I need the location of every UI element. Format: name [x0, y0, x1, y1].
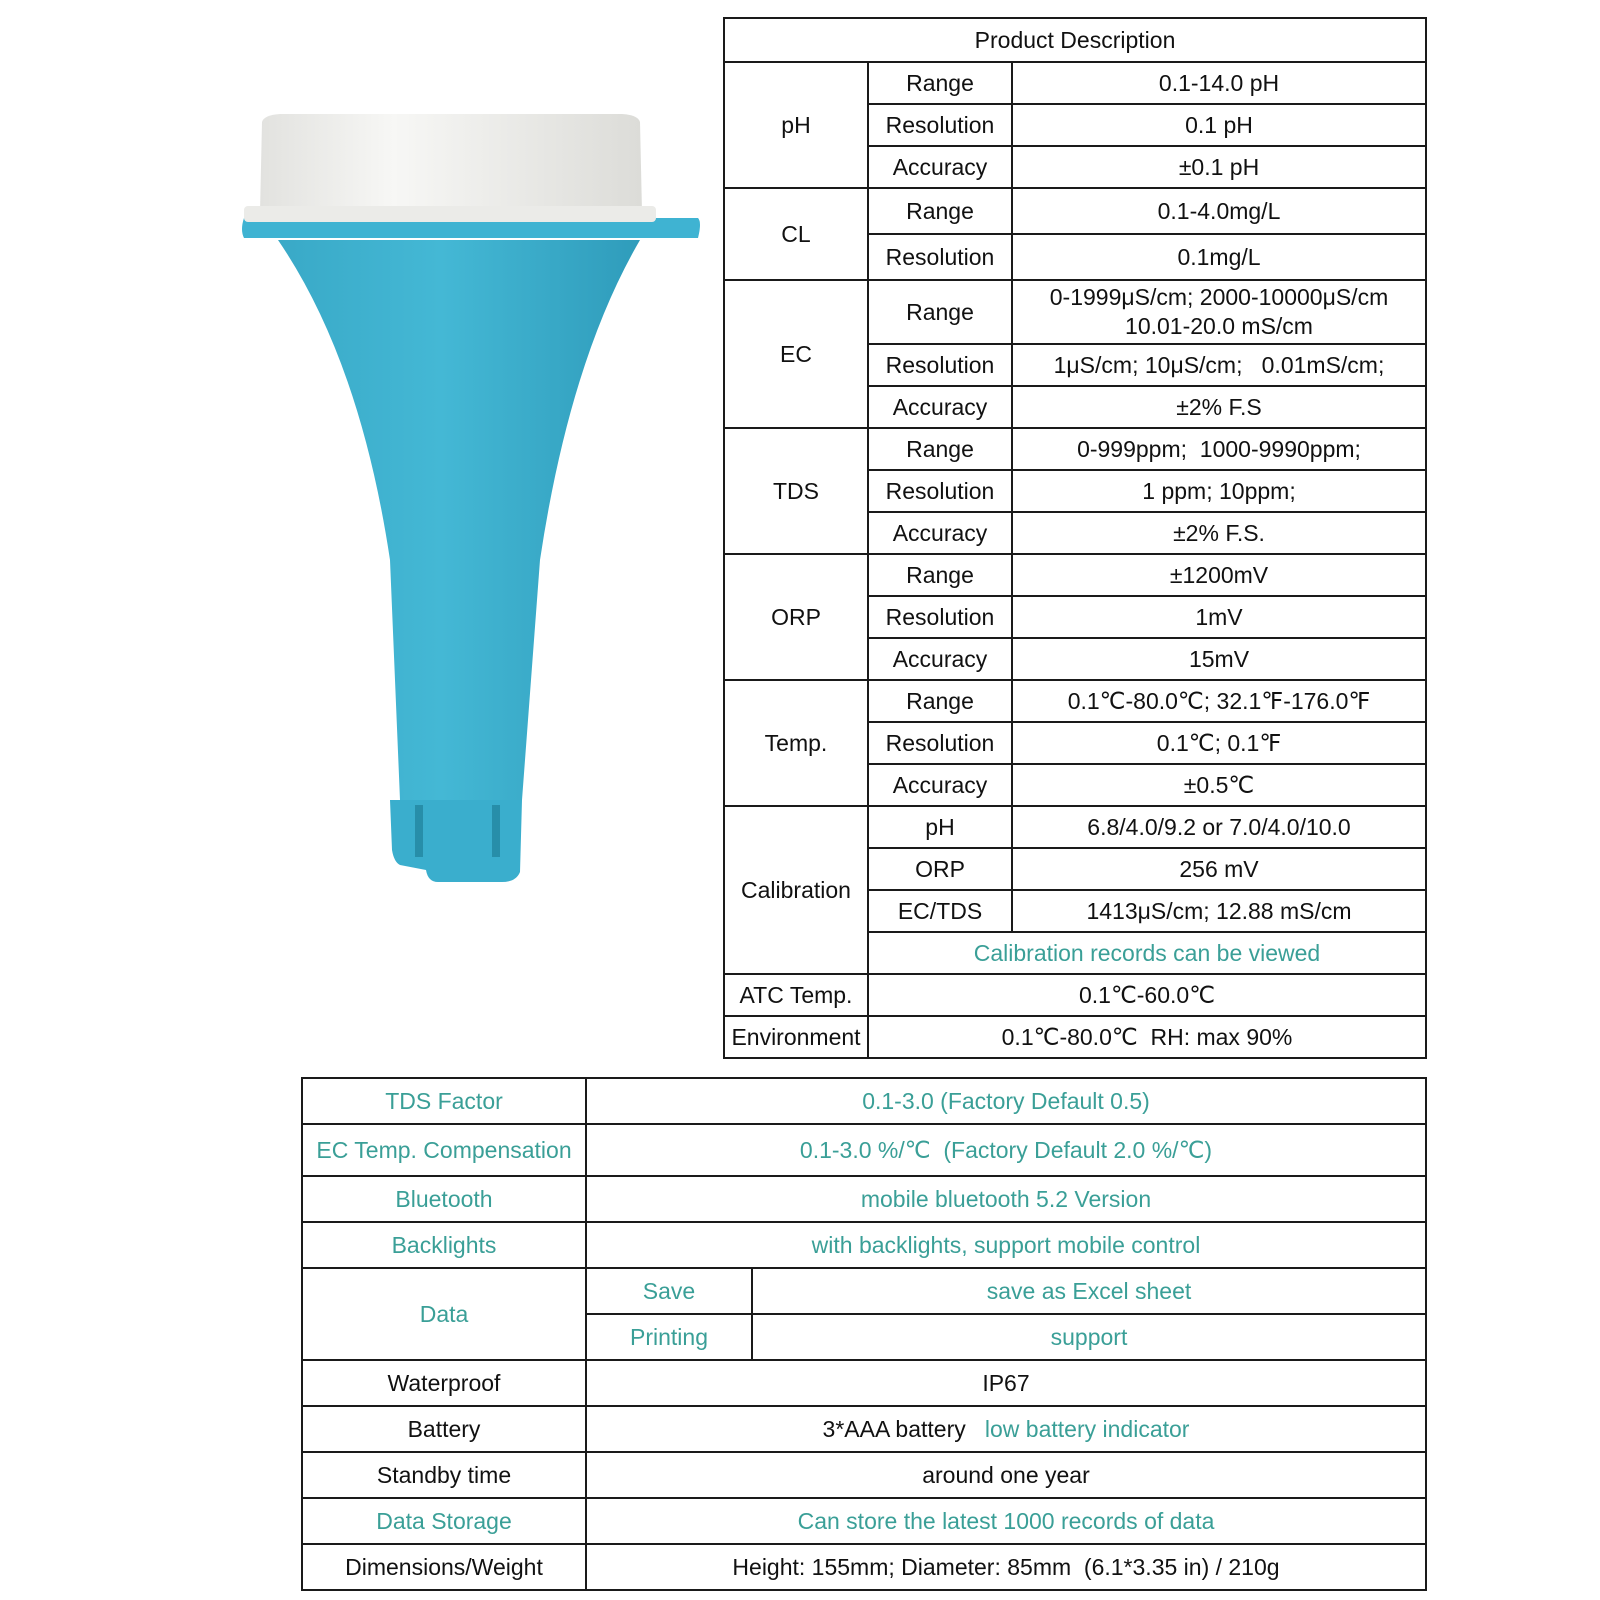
group-tds: TDS [724, 428, 868, 554]
group-ph: pH [724, 62, 868, 188]
dimensions-label: Dimensions/Weight [302, 1544, 586, 1590]
row-label: Resolution [868, 722, 1012, 764]
cap [260, 114, 642, 212]
row-label: Resolution [868, 234, 1012, 280]
row-value [1012, 280, 1426, 344]
group-cl: CL [724, 188, 868, 280]
probe-slot [415, 805, 423, 857]
probe-tip [390, 800, 522, 882]
data-label: Data [302, 1268, 586, 1360]
standby-value: around one year [586, 1452, 1426, 1498]
row-value: ±2% F.S [1012, 386, 1426, 428]
row-value: 1μS/cm; 10μS/cm; 0.01mS/cm; [1012, 344, 1426, 386]
water-tester-illustration [240, 110, 720, 910]
ec-temp-label: EC Temp. Compensation [302, 1124, 586, 1176]
row-value: 0.1mg/L [1012, 234, 1426, 280]
calibration-note: Calibration records can be viewed [868, 932, 1426, 974]
group-temp: Temp. [724, 680, 868, 806]
row-value: 0.1℃-80.0℃; 32.1℉-176.0℉ [1012, 680, 1426, 722]
standby-label: Standby time [302, 1452, 586, 1498]
bluetooth-value: mobile bluetooth 5.2 Version [586, 1176, 1426, 1222]
storage-label: Data Storage [302, 1498, 586, 1544]
printing-value: support [752, 1314, 1426, 1360]
bluetooth-label: Bluetooth [302, 1176, 586, 1222]
row-label: Range [868, 428, 1012, 470]
row-label: Resolution [868, 596, 1012, 638]
group-orp: ORP [724, 554, 868, 680]
group-environment: Environment [724, 1016, 868, 1058]
battery-value: 3*AAA battery [822, 1415, 966, 1442]
row-label: Accuracy [868, 146, 1012, 188]
battery-note: low battery indicator [984, 1415, 1190, 1442]
row-label: Range [868, 188, 1012, 234]
row-value: 1 ppm; 10ppm; [1012, 470, 1426, 512]
value-line: 10.01-20.0 mS/cm [1125, 313, 1313, 339]
backlights-label: Backlights [302, 1222, 586, 1268]
row-label: Accuracy [868, 512, 1012, 554]
cap-rim [244, 206, 656, 222]
row-label: Range [868, 62, 1012, 104]
save-value: save as Excel sheet [752, 1268, 1426, 1314]
row-value: 0.1℃; 0.1℉ [1012, 722, 1426, 764]
group-atc-temp: ATC Temp. [724, 974, 868, 1016]
row-label: Range [868, 554, 1012, 596]
dimensions-value: Height: 155mm; Diameter: 85mm (6.1*3.35 in) / 210g [586, 1544, 1426, 1590]
storage-value: Can store the latest 1000 records of data [586, 1498, 1426, 1544]
row-value: 0-999ppm; 1000-9990ppm; [1012, 428, 1426, 470]
group-calibration: Calibration [724, 806, 868, 974]
value-line: 0-1999μS/cm; 2000-10000μS/cm [1049, 284, 1389, 310]
tds-factor-label: TDS Factor [302, 1078, 586, 1124]
row-value: ±0.1 pH [1012, 146, 1426, 188]
waterproof-value: IP67 [586, 1360, 1426, 1406]
row-value: ±1200mV [1012, 554, 1426, 596]
row-value: 0.1-4.0mg/L [1012, 188, 1426, 234]
group-ec: EC [724, 280, 868, 428]
row-label: EC/TDS [868, 890, 1012, 932]
tds-factor-value: 0.1-3.0 (Factory Default 0.5) [586, 1078, 1426, 1124]
row-label: Accuracy [868, 386, 1012, 428]
row-value: ±2% F.S. [1012, 512, 1426, 554]
row-value: 6.8/4.0/9.2 or 7.0/4.0/10.0 [1012, 806, 1426, 848]
spec-table [723, 17, 1427, 1059]
features-table [301, 1077, 1427, 1591]
battery-cell [586, 1406, 1426, 1452]
row-label: ORP [868, 848, 1012, 890]
row-value: 0.1℃-60.0℃ [868, 974, 1426, 1016]
row-label: pH [868, 806, 1012, 848]
row-value: 0.1℃-80.0℃ RH: max 90% [868, 1016, 1426, 1058]
row-value: 15mV [1012, 638, 1426, 680]
battery-label: Battery [302, 1406, 586, 1452]
row-label: Accuracy [868, 638, 1012, 680]
row-value: 256 mV [1012, 848, 1426, 890]
row-label: Range [868, 680, 1012, 722]
waterproof-label: Waterproof [302, 1360, 586, 1406]
save-label: Save [586, 1268, 752, 1314]
row-label: Resolution [868, 344, 1012, 386]
row-label: Resolution [868, 104, 1012, 146]
row-value: 1mV [1012, 596, 1426, 638]
row-label: Resolution [868, 470, 1012, 512]
backlights-value: with backlights, support mobile control [586, 1222, 1426, 1268]
product-image [240, 110, 720, 910]
row-value: 1413μS/cm; 12.88 mS/cm [1012, 890, 1426, 932]
printing-label: Printing [586, 1314, 752, 1360]
body-shape [278, 240, 640, 800]
row-value: 0.1-14.0 pH [1012, 62, 1426, 104]
row-label: Range [868, 280, 1012, 344]
ec-temp-value: 0.1-3.0 %/℃ (Factory Default 2.0 %/℃) [586, 1124, 1426, 1176]
probe-slot [492, 805, 500, 857]
row-value: 0.1 pH [1012, 104, 1426, 146]
row-value: ±0.5℃ [1012, 764, 1426, 806]
row-label: Accuracy [868, 764, 1012, 806]
table-title: Product Description [724, 18, 1426, 62]
